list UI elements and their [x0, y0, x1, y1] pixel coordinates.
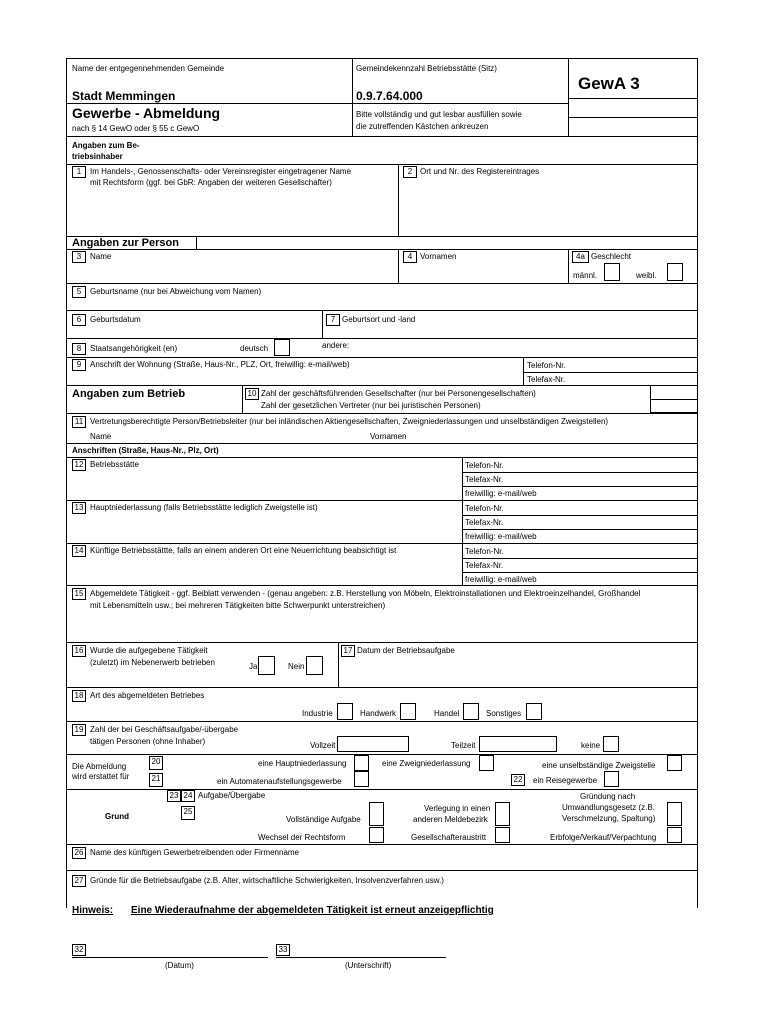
field-14-label: Künftige Betriebsstättte, falls an einem anderen Ort eine Neuerrichtung beabsichtigt ist: [90, 546, 397, 555]
divider: [462, 558, 698, 559]
divider: [462, 472, 698, 473]
field-6-label: Geburtsdatum: [90, 315, 141, 324]
municipality-label: Name der entgegennehmenden Gemeinde: [72, 64, 225, 73]
gruendung-label-3: Verschmelzung, Spaltung): [562, 814, 656, 823]
other-nationality-label: andere:: [322, 341, 350, 350]
zweigstelle-checkbox[interactable]: [667, 755, 682, 771]
field-7-label: Geburtsort und -land: [342, 315, 416, 324]
vollstaendig-label: Vollständige Aufgabe: [286, 815, 361, 824]
field-number-2: 2: [403, 166, 417, 178]
divider: [66, 310, 698, 311]
field-number-6: 6: [72, 314, 86, 326]
divider: [322, 310, 323, 338]
zweigniederlassung-label: eine Zweigniederlassung: [382, 759, 471, 768]
divider: [66, 443, 698, 444]
field-number-17: 17: [341, 645, 355, 657]
field-number-27: 27: [72, 875, 86, 887]
divider: [462, 529, 698, 530]
field-number-26: 26: [72, 847, 86, 859]
signature-line[interactable]: [276, 957, 446, 958]
divider: [66, 642, 698, 643]
date-caption: (Datum): [165, 961, 194, 970]
handel-checkbox[interactable]: [463, 703, 479, 720]
divider: [66, 543, 698, 544]
handwerk-checkbox[interactable]: [400, 703, 416, 720]
abmeldung-intro-1: Die Abmeldung: [72, 762, 127, 771]
divider: [523, 372, 698, 373]
divider: [462, 572, 698, 573]
divider: [568, 58, 569, 136]
field-number-11: 11: [72, 416, 86, 428]
divider: [66, 687, 698, 688]
erbfolge-label: Erbfolge/Verkauf/Verpachtung: [550, 833, 657, 842]
field-19-label-1: Zahl der bei Geschäftsaufgabe/-übergabe: [90, 725, 239, 734]
divider: [66, 338, 698, 339]
form-title: Gewerbe - Abmeldung: [72, 105, 221, 121]
field-16-label-2: (zuletzt) im Nebenerwerb betrieben: [90, 658, 215, 667]
field-number-4: 4: [403, 251, 417, 263]
handwerk-label: Handwerk: [360, 709, 397, 718]
field-13-email: freiwillig: e-mail/web: [465, 532, 537, 541]
abmeldung-intro-2: wird erstattet für: [72, 772, 130, 781]
field-10-label-1: Zahl der geschäftsführenden Gesellschafter (nur bei Personengesellschaften): [261, 389, 536, 398]
field-number-12: 12: [72, 459, 86, 471]
gruendung-label-1: Gründung nach: [580, 792, 636, 801]
keine-checkbox[interactable]: [603, 736, 619, 752]
field-number-10: 10: [245, 388, 259, 400]
field-10-input-2[interactable]: [650, 399, 698, 413]
field-number-13: 13: [72, 502, 86, 514]
field-number-22: 22: [511, 774, 525, 786]
divider: [66, 457, 698, 458]
divider: [66, 500, 698, 501]
rechtsform-label: Wechsel der Rechtsform: [258, 833, 346, 842]
divider: [523, 357, 524, 385]
gruendung-label-2: Umwandlungsgesetz (z.B.: [562, 803, 655, 812]
divider: [196, 236, 197, 249]
code-value[interactable]: 0.9.7.64.000: [356, 89, 423, 103]
yes-label: Ja: [249, 662, 258, 671]
field-5-label: Geburtsname (nur bei Abweichung vom Namen): [90, 287, 262, 296]
field-13-label: Hauptniederlassung (falls Betriebsstätte lediglich Zweigstelle ist): [90, 503, 318, 512]
male-checkbox[interactable]: [604, 263, 620, 281]
field-number-3: 3: [72, 251, 86, 263]
no-label: Nein: [288, 662, 305, 671]
field-2-label: Ort und Nr. des Registereintrages: [420, 167, 540, 176]
field-12-fax: Telefax-Nr.: [465, 475, 504, 484]
german-checkbox[interactable]: [274, 339, 290, 356]
date-line[interactable]: [72, 957, 268, 958]
field-14-fax: Telefax-Nr.: [465, 561, 504, 570]
field-number-8: 8: [72, 343, 86, 355]
instruction-line2: die zutreffenden Kästchen ankreuzen: [356, 122, 489, 131]
field-19-label-2: tätigen Personen (ohne Inhaber): [90, 737, 206, 746]
grund-label: Grund: [105, 812, 129, 821]
divider: [66, 413, 698, 414]
divider: [568, 117, 698, 118]
field-1-label: Im Handels-, Genossenschafts- oder Vereinsregister eingetragener Name: [90, 167, 352, 176]
field-number-24: 24: [181, 790, 195, 802]
divider: [66, 585, 698, 586]
field-4-label: Vornamen: [420, 252, 457, 261]
divider: [462, 486, 698, 487]
form-id: GewA 3: [578, 74, 640, 93]
verlegung-checkbox[interactable]: [495, 802, 510, 826]
hauptniederlassung-checkbox[interactable]: [354, 755, 369, 771]
field-9-fax: Telefax-Nr.: [527, 375, 566, 384]
sonstiges-label: Sonstiges: [486, 709, 522, 718]
teilzeit-input[interactable]: [479, 736, 557, 752]
field-number-5: 5: [72, 286, 86, 298]
sonstiges-checkbox[interactable]: [526, 703, 542, 720]
keine-label: keine: [581, 741, 601, 750]
field-26-label: Name des künftigen Gewerbetreibenden oder Firmenname: [90, 848, 300, 857]
divider: [66, 283, 698, 284]
field-9-label: Anschrift der Wohnung (Straße, Haus-Nr., PLZ, Ort, freiwillig: e-mail/web): [90, 360, 350, 369]
divider: [66, 164, 698, 165]
section-person: Angaben zur Person: [72, 237, 179, 249]
zweigstelle-label: eine unselbständige Zweigstelle: [542, 761, 656, 770]
divider: [66, 721, 698, 722]
vollstaendig-checkbox[interactable]: [369, 802, 384, 826]
erbfolge-checkbox[interactable]: [667, 827, 682, 843]
divider: [66, 385, 698, 386]
divider: [66, 357, 698, 358]
field-11-name: Name: [90, 432, 112, 441]
field-number-1: 1: [72, 166, 86, 178]
field-1-label-2: mit Rechtsform (ggf. bei GbR: Angaben der weiteren Gesellschafter): [90, 178, 332, 187]
hinweis-prefix: Hinweis:: [72, 905, 114, 916]
automaten-checkbox[interactable]: [354, 771, 369, 787]
municipality-value[interactable]: Stadt Memmingen: [72, 89, 176, 103]
field-14-email: freiwillig: e-mail/web: [465, 575, 537, 584]
divider: [66, 136, 698, 137]
divider: [66, 249, 698, 250]
section-anschriften: Anschriften (Straße, Haus-Nr., Plz, Ort): [72, 446, 219, 455]
divider: [398, 164, 399, 236]
divider: [398, 249, 399, 283]
gruendung-checkbox[interactable]: [667, 802, 682, 826]
automaten-label: ein Automatenaufstellungsgewerbe: [217, 777, 342, 786]
field-9-phone: Telefon-Nr.: [527, 361, 566, 370]
code-label: Gemeindekennzahl Betriebsstätte (Sitz): [356, 64, 497, 73]
field-number-25: 25: [181, 806, 195, 820]
field-number-33: 33: [276, 944, 290, 956]
austritt-checkbox[interactable]: [495, 827, 510, 843]
reisegewerbe-label: ein Reisegewerbe: [533, 776, 598, 785]
field-15-label-2: mit Lebensmitteln usw.; bei mehreren Tätigkeiten bitte Schwerpunkt unterstreichen): [90, 601, 386, 610]
field-14-phone: Telefon-Nr.: [465, 547, 504, 556]
field-number-4a: 4a: [572, 251, 589, 263]
female-label: weibl.: [636, 271, 657, 280]
field-8-label: Staatsangehörigkeit (en): [90, 344, 178, 353]
divider: [66, 844, 698, 845]
rechtsform-checkbox[interactable]: [369, 827, 384, 843]
divider: [568, 249, 569, 283]
field-16-label-1: Wurde die aufgegebene Tätigkeit: [90, 646, 208, 655]
field-10-label-2: Zahl der gesetzlichen Vertreter (nur bei juristischen Personen): [261, 401, 481, 410]
field-number-14: 14: [72, 545, 86, 557]
legal-basis: nach § 14 GewO oder § 55 c GewO: [72, 124, 200, 133]
industrie-checkbox[interactable]: [337, 703, 353, 720]
field-13-phone: Telefon-Nr.: [465, 504, 504, 513]
field-13-fax: Telefax-Nr.: [465, 518, 504, 527]
hinweis-text: Eine Wiederaufnahme der abgemeldeten Tätigkeit ist erneut anzeigepflichtig: [131, 905, 494, 916]
female-checkbox[interactable]: [667, 263, 683, 281]
vollzeit-input[interactable]: [337, 736, 409, 752]
male-label: männl.: [573, 271, 598, 280]
field-number-9: 9: [72, 359, 86, 371]
field-3-label: Name: [90, 252, 112, 261]
hauptniederlassung-label: eine Hauptniederlassung: [258, 759, 347, 768]
yes-checkbox[interactable]: [258, 656, 275, 675]
section-betrieb: Angaben zum Betrieb: [72, 388, 186, 400]
zweigniederlassung-checkbox[interactable]: [479, 755, 494, 771]
field-number-18: 18: [72, 690, 86, 702]
field-18-label: Art des abgemeldeten Betriebes: [90, 691, 205, 700]
field-10-input-1[interactable]: [650, 385, 698, 400]
field-number-15: 15: [72, 588, 86, 600]
divider: [66, 754, 698, 755]
field-number-21: 21: [149, 773, 163, 787]
field-number-16: 16: [72, 645, 86, 657]
divider: [66, 870, 698, 871]
reisegewerbe-checkbox[interactable]: [604, 771, 619, 787]
verlegung-label-1: Verlegung in einen: [424, 804, 491, 813]
divider: [462, 457, 463, 585]
field-27-label: Gründe für die Betriebsaufgabe (z.B. Alter, wirtschaftliche Schwierigkeiten, Insolvenzverfahren usw.): [90, 876, 444, 885]
field-number-23: 23: [167, 790, 181, 802]
industrie-label: Industrie: [302, 709, 333, 718]
field-number-20: 20: [149, 756, 163, 770]
field-4a-label: Geschlecht: [591, 252, 632, 261]
section-betriebsinhaber-line1: Angaben zum Be-: [72, 141, 140, 150]
verlegung-label-2: anderen Meldebezirk: [413, 815, 488, 824]
german-label: deutsch: [240, 344, 269, 353]
uebergabe-label: Aufgabe/Übergabe: [198, 791, 266, 800]
handel-label: Handel: [434, 709, 460, 718]
field-15-label-1: Abgemeldete Tätigkeit - ggf. Beiblatt verwenden - (genau angeben: z.B. Herstellung von Möbeln, Elektroinstallationen und Elektroeinzelhandel, Großhandel: [90, 589, 641, 598]
field-11-vorname: Vornamen: [370, 432, 407, 441]
divider: [66, 789, 698, 790]
field-12-phone: Telefon-Nr.: [465, 461, 504, 470]
field-12-email: freiwillig: e-mail/web: [465, 489, 537, 498]
instruction-line1: Bitte vollständig und gut lesbar ausfüllen sowie: [356, 110, 522, 119]
divider: [352, 58, 353, 136]
divider: [242, 385, 243, 413]
teilzeit-label: Teilzeit: [451, 741, 476, 750]
divider: [338, 642, 339, 687]
divider: [462, 515, 698, 516]
field-number-7: 7: [326, 314, 340, 326]
field-11-label: Vertretungsberechtigte Person/Betriebsleiter (nur bei inländischen Aktiengesellschaften, Zweigniederlassungen und unselbständigen Zweigstellen): [90, 417, 609, 426]
section-betriebsinhaber-line2: triebsinhaber: [72, 152, 123, 161]
divider: [66, 103, 352, 104]
field-12-label: Betriebsstätte: [90, 460, 139, 469]
divider: [352, 103, 568, 104]
field-number-32: 32: [72, 944, 86, 956]
vollzeit-label: Vollzeit: [310, 741, 336, 750]
divider: [568, 98, 698, 99]
austritt-label: Gesellschafteraustritt: [411, 833, 487, 842]
field-number-19: 19: [72, 724, 86, 736]
no-checkbox[interactable]: [306, 656, 323, 675]
signature-caption: (Unterschrift): [345, 961, 392, 970]
field-17-label: Datum der Betriebsaufgabe: [357, 646, 455, 655]
